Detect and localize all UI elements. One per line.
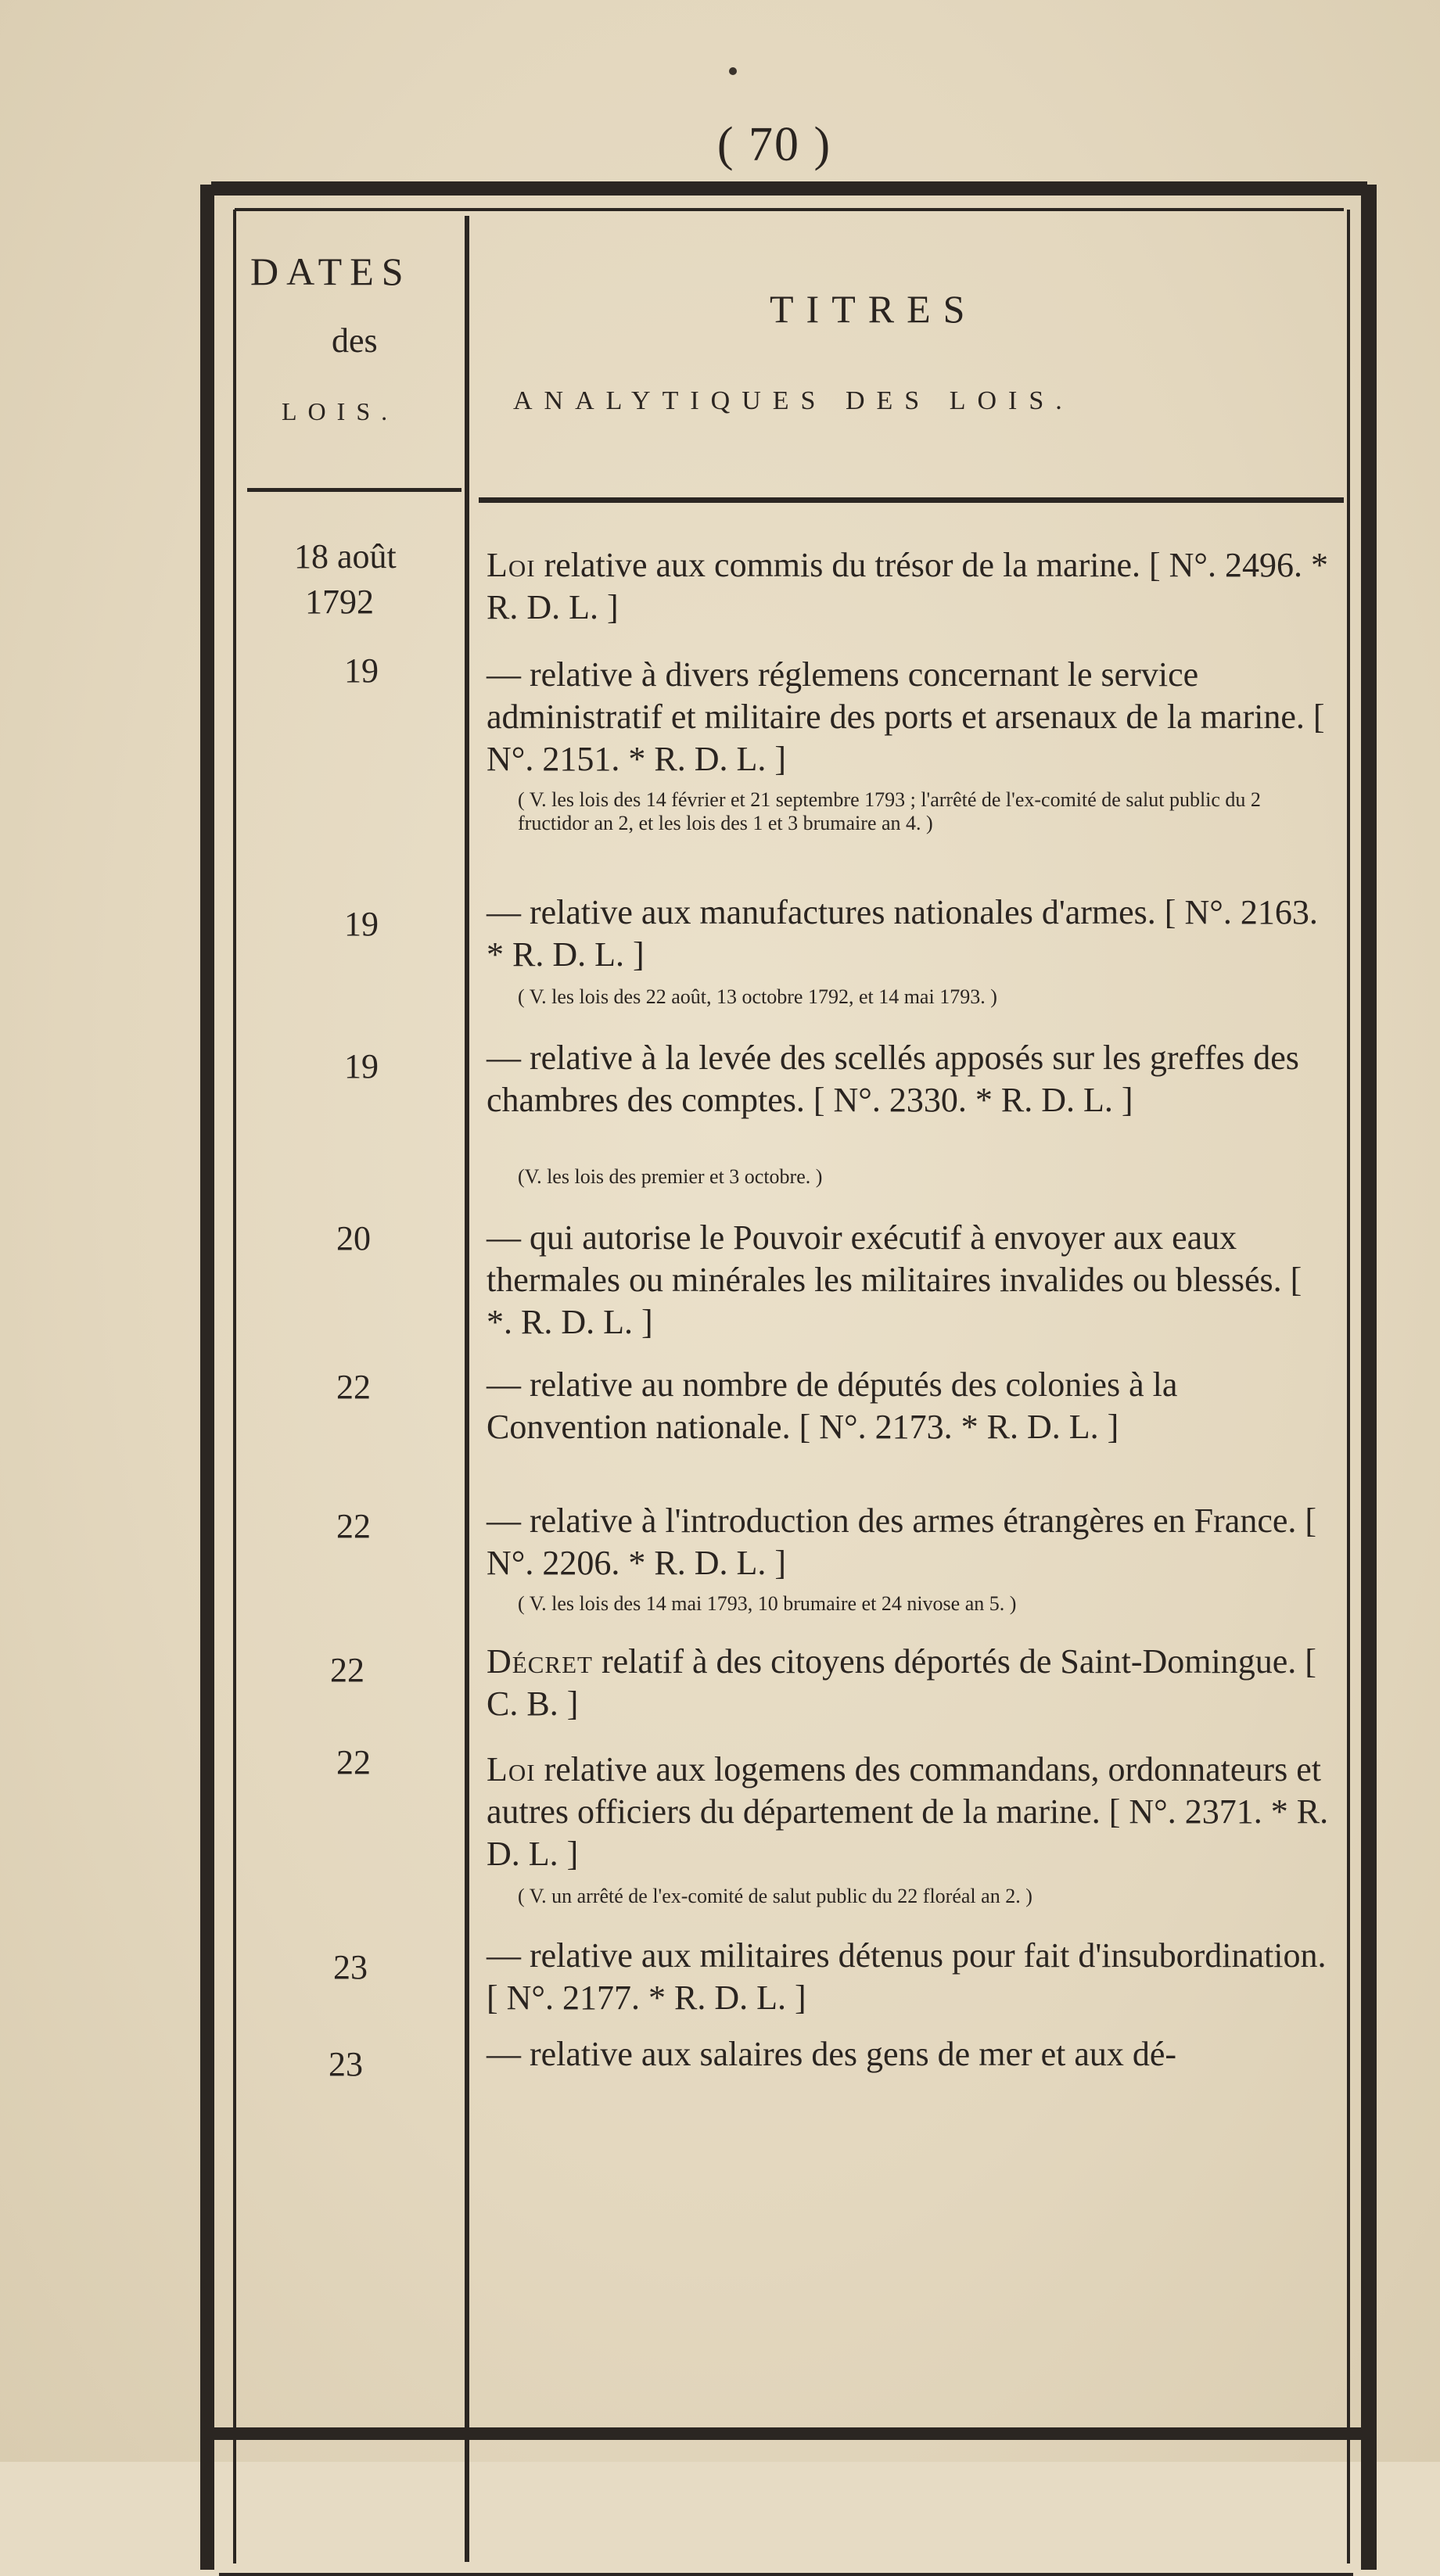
entry-date: 20 <box>336 1219 371 1258</box>
entry-date: 18 août <box>294 537 397 576</box>
entry-year: 1792 <box>305 583 374 621</box>
frame-right-rule <box>1361 185 1377 2570</box>
entry-lead: Décret <box>487 1642 593 1681</box>
entry-note: ( V. les lois des 22 août, 13 octobre 1792, et 14 mai 1793. ) <box>518 985 997 1008</box>
frame-left-inner-rule <box>233 210 236 2563</box>
frame-right-inner-rule <box>1347 210 1350 2563</box>
entry-date: 19 <box>344 1047 379 1085</box>
entry-note: (V. les lois des premier et 3 octobre. ) <box>518 1165 823 1188</box>
entry-text: — relative à l'introduction des armes étrangères en France. [ N°. 2206. * R. D. L. ] <box>487 1501 1317 1582</box>
entry-note: ( V. un arrêté de l'ex-comité de salut public du 22 floréal an 2. ) <box>518 1885 1032 1907</box>
frame-left-rule <box>200 185 214 2570</box>
entry-text: — relative à la levée des scellés apposés sur les greffes des chambres des comptes. [ N°. 2330. * R. D. L. ] <box>487 1039 1299 1119</box>
entry-date: 23 <box>333 1948 368 1986</box>
entry-text: relative aux logemens des commandans, ordonnateurs et autres officiers du département de la marine. [ N°. 2371. * R. D. L. ] <box>487 1750 1329 1873</box>
entry-text: — qui autorise le Pouvoir exécutif à envoyer aux eaux thermales ou minérales les militaires invalides ou blessés. [ *. R. D. L. ] <box>487 1218 1302 1341</box>
frame-top-inner-rule <box>235 208 1344 211</box>
entry-text: relatif à des citoyens déportés de Saint-Domingue. [ C. B. ] <box>487 1642 1316 1723</box>
entry-text: — relative aux salaires des gens de mer et aux dé- <box>487 2035 1177 2073</box>
entry-title <box>487 1641 1336 1725</box>
entry-title <box>487 544 1336 629</box>
frame-bottom-inner-rule <box>219 2573 1353 2576</box>
entry-note: ( V. les lois des 14 mai 1793, 10 brumaire et 24 nivose an 5. ) <box>518 1592 1017 1615</box>
header-des: des <box>332 321 378 360</box>
header-lois: LOIS. <box>282 397 399 425</box>
entry-date: 22 <box>336 1743 371 1781</box>
header-dates: DATES <box>250 249 411 293</box>
entry-date: 22 <box>336 1368 371 1406</box>
entry-date: 19 <box>344 651 379 690</box>
entry-date: 22 <box>336 1507 371 1545</box>
entry-date: 22 <box>330 1651 364 1689</box>
header-analytiques: ANALYTIQUES DES LOIS. <box>513 386 1074 415</box>
column-divider <box>465 216 469 2562</box>
entry-lead: Loi <box>487 546 536 584</box>
header-rule-left <box>247 488 461 492</box>
entry-text: — relative aux manufactures nationales d'armes. [ N°. 2163. * R. D. L. ] <box>487 893 1318 974</box>
entry-title <box>487 1749 1336 1875</box>
entry-lead: Loi <box>487 1750 536 1788</box>
entry-date: 23 <box>329 2045 363 2083</box>
ink-dot <box>729 67 737 75</box>
entry-date: 19 <box>344 905 379 943</box>
frame-bottom-rule <box>208 2427 1367 2440</box>
entry-text: — relative à divers réglemens concernant le service administratif et militaire des ports et arsenaux de la marine. [ N°. 2151. * R. D. L. ] <box>487 655 1325 778</box>
entry-text: — relative aux militaires détenus pour fait d'insubordination. [ N°. 2177. * R. D. L. ] <box>487 1936 1327 2017</box>
frame-top-rule <box>211 181 1367 196</box>
entry-text: relative aux commis du trésor de la marine. [ N°. 2496. * R. D. L. ] <box>487 546 1329 626</box>
entry-note: ( V. les lois des 14 février et 21 septembre 1793 ; l'arrêté de l'ex-comité de salut public du 2 fructidor an 2, et les lois des 1 et 3 brumaire an 4. ) <box>518 788 1261 834</box>
page-number: ( 70 ) <box>716 118 832 171</box>
header-titres: TITRES <box>770 287 978 331</box>
entry-text: — relative au nombre de députés des colonies à la Convention nationale. [ N°. 2173. * R. D. L. ] <box>487 1365 1178 1446</box>
header-rule-right <box>479 497 1344 503</box>
